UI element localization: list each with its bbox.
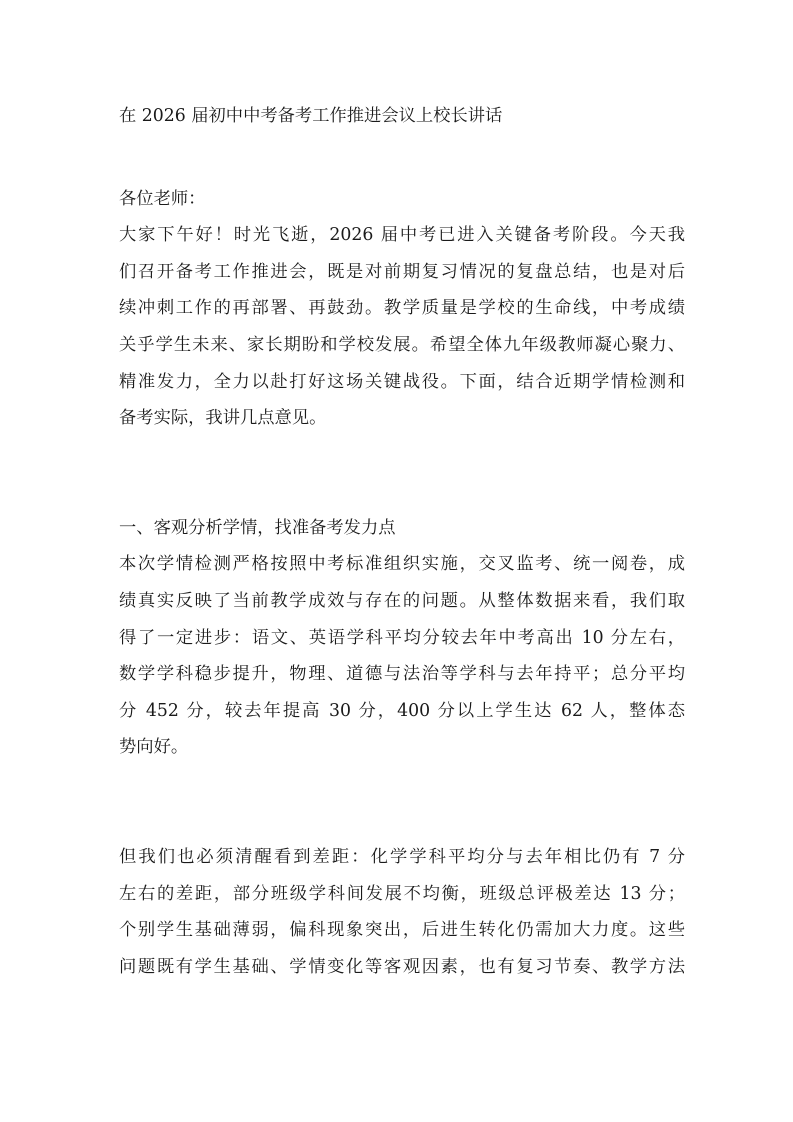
paragraph-line: 关乎学生未来、家长期盼和学校发展。希望全体九年级教师凝心聚力、 — [119, 335, 685, 355]
paragraph-line: 得了一定进步：语文、英语学科平均分较去年中考高出 10 分左右， — [119, 628, 685, 648]
paragraph-line: 大家下午好！时光飞逝，2026 届中考已进入关键备考阶段。今天我 — [119, 225, 685, 245]
paragraph-line: 精准发力，全力以赴打好这场关键战役。下面，结合近期学情检测和 — [119, 372, 685, 392]
paragraph-line: 分 452 分，较去年提高 30 分，400 分以上学生达 62 人，整体态 — [119, 701, 685, 721]
paragraph-line: 势向好。 — [119, 737, 189, 757]
paragraph-line: 们召开备考工作推进会，既是对前期复习情况的复盘总结，也是对后 — [119, 262, 685, 282]
paragraph-line: 备考实际，我讲几点意见。 — [119, 408, 327, 428]
document-title: 在 2026 届初中中考备考工作推进会议上校长讲话 — [119, 106, 503, 126]
paragraph-line: 个别学生基础薄弱，偏科现象突出，后进生转化仍需加大力度。这些 — [119, 920, 685, 940]
paragraph-line: 数学学科稳步提升，物理、道德与法治等学科与去年持平；总分平均 — [119, 664, 685, 684]
paragraph-line: 续冲刺工作的再部署、再鼓劲。教学质量是学校的生命线，中考成绩 — [119, 298, 685, 318]
paragraph-line: 问题既有学生基础、学情变化等客观因素，也有复习节奏、教学方法 — [119, 957, 685, 977]
section-heading: 一、客观分析学情，找准备考发力点 — [119, 518, 396, 538]
paragraph-line: 本次学情检测严格按照中考标准组织实施，交叉监考、统一阅卷，成 — [119, 554, 685, 574]
salutation: 各位老师： — [119, 189, 206, 209]
paragraph-line: 但我们也必须清醒看到差距：化学学科平均分与去年相比仍有 7 分 — [119, 847, 685, 867]
paragraph-line: 绩真实反映了当前教学成效与存在的问题。从整体数据来看，我们取 — [119, 591, 685, 611]
paragraph-line: 左右的差距，部分班级学科间发展不均衡，班级总评极差达 13 分； — [119, 884, 685, 904]
